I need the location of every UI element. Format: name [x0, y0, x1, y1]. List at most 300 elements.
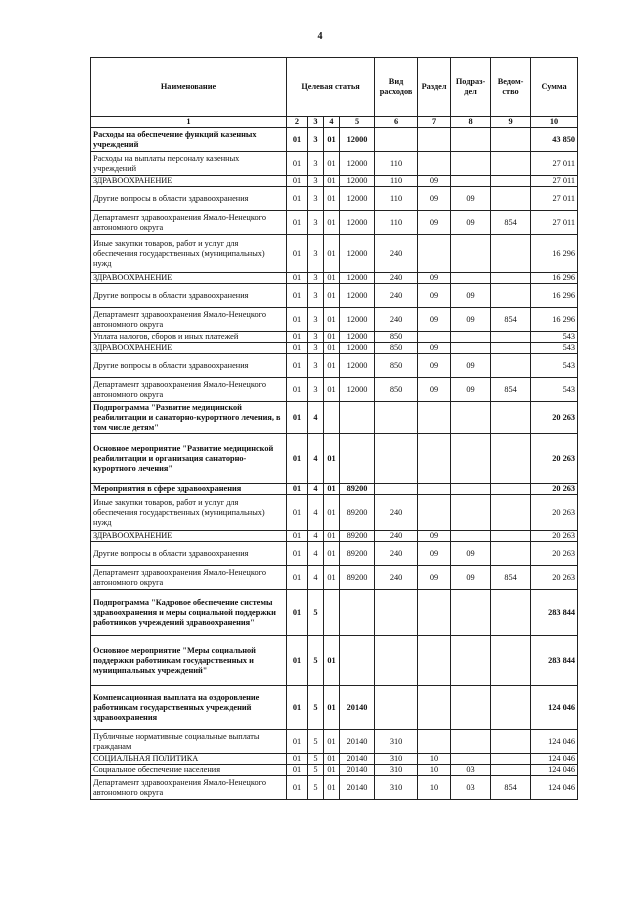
cell-direction: 20140 [340, 765, 375, 776]
cell-direction [340, 402, 375, 434]
table-row [91, 754, 578, 765]
cell-program: 01 [287, 284, 308, 308]
cell-program: 01 [287, 187, 308, 211]
cell-section: 09 [418, 273, 451, 284]
cell-subsection [451, 484, 491, 495]
cell-subsection: 09 [451, 284, 491, 308]
cell-subprogram: 4 [308, 566, 324, 590]
table-body [91, 128, 578, 800]
table-row [91, 354, 578, 378]
table-row [91, 402, 578, 434]
cell-program: 01 [287, 730, 308, 754]
table-row [91, 765, 578, 776]
cell-subsection [451, 402, 491, 434]
cell-subprogram: 3 [308, 235, 324, 273]
cell-department [491, 332, 531, 343]
cell-event: 01 [324, 566, 340, 590]
col-index: 5 [340, 117, 375, 128]
table-row [91, 187, 578, 211]
cell-direction [340, 434, 375, 484]
cell-name: Департамент здравоохранения Ямало-Ненецкого автономного округа [91, 308, 287, 332]
cell-subprogram: 4 [308, 495, 324, 531]
cell-department [491, 434, 531, 484]
cell-sum: 20 263 [531, 542, 578, 566]
cell-subsection [451, 235, 491, 273]
cell-subsection [451, 343, 491, 354]
cell-event: 01 [324, 284, 340, 308]
cell-direction: 12000 [340, 152, 375, 176]
cell-department [491, 187, 531, 211]
cell-subprogram: 5 [308, 754, 324, 765]
cell-direction: 20140 [340, 730, 375, 754]
cell-department [491, 765, 531, 776]
budget-table [90, 57, 578, 800]
header-expense-type: Вид расходов [375, 58, 418, 117]
cell-sum: 283 844 [531, 590, 578, 636]
header-department: Ведом-ство [491, 58, 531, 117]
cell-department [491, 343, 531, 354]
cell-subprogram: 5 [308, 730, 324, 754]
cell-name: ЗДРАВООХРАНЕНИЕ [91, 273, 287, 284]
cell-name: Департамент здравоохранения Ямало-Ненецкого автономного округа [91, 211, 287, 235]
cell-name: Другие вопросы в области здравоохранения [91, 354, 287, 378]
cell-section: 10 [418, 754, 451, 765]
cell-program: 01 [287, 531, 308, 542]
cell-subsection [451, 152, 491, 176]
table-row [91, 332, 578, 343]
cell-expense-type [375, 590, 418, 636]
cell-subsection [451, 176, 491, 187]
cell-section [418, 590, 451, 636]
cell-expense-type: 240 [375, 566, 418, 590]
cell-event: 01 [324, 152, 340, 176]
cell-expense-type: 310 [375, 730, 418, 754]
cell-program: 01 [287, 484, 308, 495]
cell-section [418, 434, 451, 484]
cell-section: 10 [418, 765, 451, 776]
cell-program: 01 [287, 332, 308, 343]
cell-section [418, 484, 451, 495]
cell-department [491, 273, 531, 284]
cell-sum: 543 [531, 343, 578, 354]
cell-subprogram: 5 [308, 686, 324, 730]
cell-event [324, 590, 340, 636]
cell-event: 01 [324, 343, 340, 354]
cell-subsection [451, 754, 491, 765]
cell-sum: 20 263 [531, 402, 578, 434]
cell-sum: 124 046 [531, 765, 578, 776]
cell-sum: 124 046 [531, 776, 578, 800]
cell-program: 01 [287, 128, 308, 152]
col-index: 10 [531, 117, 578, 128]
cell-sum: 16 296 [531, 273, 578, 284]
cell-expense-type [375, 686, 418, 730]
cell-department [491, 730, 531, 754]
col-index: 4 [324, 117, 340, 128]
table-row [91, 434, 578, 484]
cell-event: 01 [324, 765, 340, 776]
cell-department: 854 [491, 378, 531, 402]
cell-direction: 12000 [340, 332, 375, 343]
cell-direction: 89200 [340, 484, 375, 495]
cell-sum: 20 263 [531, 566, 578, 590]
cell-subprogram: 4 [308, 542, 324, 566]
cell-section: 09 [418, 542, 451, 566]
cell-subprogram: 3 [308, 187, 324, 211]
cell-department: 854 [491, 308, 531, 332]
cell-section: 09 [418, 378, 451, 402]
cell-name: СОЦИАЛЬНАЯ ПОЛИТИКА [91, 754, 287, 765]
cell-event: 01 [324, 754, 340, 765]
cell-subprogram: 3 [308, 378, 324, 402]
col-index: 8 [451, 117, 491, 128]
cell-event: 01 [324, 211, 340, 235]
table-row [91, 484, 578, 495]
cell-department [491, 128, 531, 152]
cell-expense-type [375, 402, 418, 434]
cell-program: 01 [287, 686, 308, 730]
cell-subprogram: 3 [308, 332, 324, 343]
cell-name: Основное мероприятие "Меры социальной поддержки работникам государственных и муниципальных учреждений" [91, 636, 287, 686]
cell-subprogram: 4 [308, 434, 324, 484]
cell-department: 854 [491, 211, 531, 235]
cell-direction: 12000 [340, 211, 375, 235]
cell-expense-type: 240 [375, 495, 418, 531]
cell-direction: 12000 [340, 128, 375, 152]
col-index: 2 [287, 117, 308, 128]
cell-direction: 12000 [340, 235, 375, 273]
cell-section [418, 152, 451, 176]
table-row [91, 176, 578, 187]
cell-direction: 20140 [340, 754, 375, 765]
table-row [91, 128, 578, 152]
cell-department [491, 354, 531, 378]
cell-section: 09 [418, 531, 451, 542]
table-row [91, 636, 578, 686]
cell-sum: 543 [531, 354, 578, 378]
cell-name: Подпрограмма "Кадровое обеспечение системы здравоохранения и меры социальной поддержки работников учреждений здравоохранения" [91, 590, 287, 636]
table-row [91, 730, 578, 754]
cell-program: 01 [287, 542, 308, 566]
cell-subsection [451, 332, 491, 343]
cell-direction: 12000 [340, 378, 375, 402]
cell-name: Другие вопросы в области здравоохранения [91, 187, 287, 211]
cell-direction: 12000 [340, 284, 375, 308]
cell-event: 01 [324, 636, 340, 686]
cell-program: 01 [287, 308, 308, 332]
cell-expense-type [375, 434, 418, 484]
cell-expense-type [375, 128, 418, 152]
cell-program: 01 [287, 235, 308, 273]
cell-sum: 20 263 [531, 531, 578, 542]
cell-event: 01 [324, 176, 340, 187]
cell-department [491, 176, 531, 187]
cell-event: 01 [324, 332, 340, 343]
cell-name: Другие вопросы в области здравоохранения [91, 542, 287, 566]
cell-event: 01 [324, 776, 340, 800]
cell-event: 01 [324, 354, 340, 378]
cell-subsection: 09 [451, 566, 491, 590]
cell-name: Департамент здравоохранения Ямало-Ненецкого автономного округа [91, 566, 287, 590]
cell-section: 09 [418, 354, 451, 378]
cell-expense-type: 310 [375, 776, 418, 800]
table-row [91, 566, 578, 590]
cell-subprogram: 3 [308, 273, 324, 284]
header-target: Целевая статья [287, 58, 375, 117]
cell-section [418, 235, 451, 273]
cell-event: 01 [324, 686, 340, 730]
table-row [91, 273, 578, 284]
cell-direction [340, 590, 375, 636]
cell-name: Подпрограмма "Развитие медицинской реабилитации и санаторно-курортного лечения, в том числе детям" [91, 402, 287, 434]
cell-name: Компенсационная выплата на оздоровление работникам государственных учреждений здравоохранения [91, 686, 287, 730]
cell-section: 09 [418, 284, 451, 308]
cell-program: 01 [287, 176, 308, 187]
cell-subsection [451, 636, 491, 686]
header-sum: Сумма [531, 58, 578, 117]
cell-sum: 27 011 [531, 152, 578, 176]
cell-program: 01 [287, 765, 308, 776]
cell-expense-type: 850 [375, 378, 418, 402]
cell-sum: 27 011 [531, 211, 578, 235]
cell-program: 01 [287, 354, 308, 378]
cell-name: ЗДРАВООХРАНЕНИЕ [91, 531, 287, 542]
cell-event: 01 [324, 378, 340, 402]
col-index: 6 [375, 117, 418, 128]
cell-direction: 12000 [340, 354, 375, 378]
cell-event: 01 [324, 484, 340, 495]
cell-event: 01 [324, 235, 340, 273]
cell-event: 01 [324, 531, 340, 542]
cell-subsection [451, 730, 491, 754]
cell-direction: 89200 [340, 566, 375, 590]
cell-subprogram: 4 [308, 484, 324, 495]
cell-direction: 20140 [340, 686, 375, 730]
cell-expense-type: 850 [375, 332, 418, 343]
cell-event: 01 [324, 273, 340, 284]
cell-event: 01 [324, 128, 340, 152]
cell-subprogram: 5 [308, 636, 324, 686]
cell-expense-type [375, 636, 418, 686]
cell-department [491, 531, 531, 542]
cell-subsection: 03 [451, 765, 491, 776]
cell-name: Департамент здравоохранения Ямало-Ненецкого автономного округа [91, 776, 287, 800]
cell-subprogram: 3 [308, 343, 324, 354]
cell-program: 01 [287, 590, 308, 636]
cell-direction: 89200 [340, 531, 375, 542]
cell-expense-type: 310 [375, 765, 418, 776]
cell-subprogram: 5 [308, 776, 324, 800]
cell-name: Публичные нормативные социальные выплаты гражданам [91, 730, 287, 754]
cell-subprogram: 3 [308, 308, 324, 332]
cell-subsection: 09 [451, 378, 491, 402]
cell-subsection: 09 [451, 308, 491, 332]
column-index-row [91, 117, 578, 128]
cell-sum: 20 263 [531, 484, 578, 495]
cell-event: 01 [324, 434, 340, 484]
cell-subsection: 09 [451, 211, 491, 235]
cell-sum: 27 011 [531, 187, 578, 211]
col-index: 9 [491, 117, 531, 128]
cell-name: Департамент здравоохранения Ямало-Ненецкого автономного округа [91, 378, 287, 402]
cell-subsection [451, 128, 491, 152]
cell-section [418, 686, 451, 730]
cell-program: 01 [287, 434, 308, 484]
table-row [91, 776, 578, 800]
cell-name: Расходы на обеспечение функций казенных учреждений [91, 128, 287, 152]
cell-sum: 283 844 [531, 636, 578, 686]
cell-sum: 16 296 [531, 308, 578, 332]
cell-section [418, 128, 451, 152]
cell-program: 01 [287, 495, 308, 531]
header-subsection: Подраз-дел [451, 58, 491, 117]
cell-direction: 12000 [340, 343, 375, 354]
table-row [91, 211, 578, 235]
cell-direction: 89200 [340, 495, 375, 531]
cell-expense-type: 110 [375, 211, 418, 235]
cell-subprogram: 3 [308, 152, 324, 176]
col-index: 1 [91, 117, 287, 128]
cell-subsection [451, 273, 491, 284]
cell-expense-type: 240 [375, 542, 418, 566]
cell-section [418, 332, 451, 343]
table-row [91, 495, 578, 531]
cell-program: 01 [287, 402, 308, 434]
cell-expense-type: 240 [375, 273, 418, 284]
cell-sum: 43 850 [531, 128, 578, 152]
cell-department: 854 [491, 776, 531, 800]
cell-sum: 27 011 [531, 176, 578, 187]
cell-subsection [451, 495, 491, 531]
cell-name: Иные закупки товаров, работ и услуг для обеспечения государственных (муниципальных) нужд [91, 235, 287, 273]
cell-name: Социальное обеспечение населения [91, 765, 287, 776]
cell-expense-type: 240 [375, 531, 418, 542]
cell-subsection [451, 531, 491, 542]
cell-expense-type: 850 [375, 343, 418, 354]
cell-sum: 124 046 [531, 730, 578, 754]
cell-department [491, 686, 531, 730]
cell-subprogram: 3 [308, 128, 324, 152]
cell-section: 09 [418, 211, 451, 235]
cell-subsection [451, 686, 491, 730]
table-row [91, 343, 578, 354]
cell-event: 01 [324, 187, 340, 211]
cell-subprogram: 3 [308, 211, 324, 235]
cell-section: 09 [418, 308, 451, 332]
cell-event [324, 402, 340, 434]
header-row [91, 58, 578, 117]
cell-program: 01 [287, 754, 308, 765]
table-row [91, 378, 578, 402]
cell-direction: 89200 [340, 542, 375, 566]
cell-expense-type: 240 [375, 284, 418, 308]
cell-event: 01 [324, 542, 340, 566]
cell-subsection: 09 [451, 354, 491, 378]
cell-sum: 543 [531, 378, 578, 402]
header-name: Наименование [91, 58, 287, 117]
cell-program: 01 [287, 211, 308, 235]
cell-program: 01 [287, 152, 308, 176]
cell-program: 01 [287, 273, 308, 284]
cell-department [491, 542, 531, 566]
cell-subprogram: 4 [308, 531, 324, 542]
table-row [91, 235, 578, 273]
col-index: 3 [308, 117, 324, 128]
cell-section: 09 [418, 343, 451, 354]
cell-name: Расходы на выплаты персоналу казенных учреждений [91, 152, 287, 176]
table-row [91, 284, 578, 308]
cell-sum: 543 [531, 332, 578, 343]
cell-program: 01 [287, 566, 308, 590]
cell-section: 09 [418, 566, 451, 590]
cell-department [491, 636, 531, 686]
cell-subprogram: 3 [308, 354, 324, 378]
cell-name: Иные закупки товаров, работ и услуг для обеспечения государственных (муниципальных) нужд [91, 495, 287, 531]
cell-name: Мероприятия в сфере здравоохранения [91, 484, 287, 495]
cell-sum: 16 296 [531, 284, 578, 308]
table-row [91, 686, 578, 730]
cell-sum: 16 296 [531, 235, 578, 273]
cell-sum: 20 263 [531, 434, 578, 484]
cell-section: 09 [418, 176, 451, 187]
cell-subprogram: 5 [308, 765, 324, 776]
cell-event: 01 [324, 495, 340, 531]
cell-section: 10 [418, 776, 451, 800]
cell-name: ЗДРАВООХРАНЕНИЕ [91, 176, 287, 187]
cell-sum: 124 046 [531, 754, 578, 765]
cell-expense-type: 310 [375, 754, 418, 765]
cell-sum: 124 046 [531, 686, 578, 730]
cell-direction: 12000 [340, 176, 375, 187]
cell-direction: 20140 [340, 776, 375, 800]
cell-section [418, 402, 451, 434]
cell-department [491, 484, 531, 495]
cell-expense-type [375, 484, 418, 495]
table-row [91, 542, 578, 566]
col-index: 7 [418, 117, 451, 128]
cell-name: Основное мероприятие "Развитие медицинской реабилитации и организация санаторно-курортного лечения" [91, 434, 287, 484]
cell-direction: 12000 [340, 273, 375, 284]
cell-department [491, 590, 531, 636]
cell-department [491, 495, 531, 531]
cell-expense-type: 110 [375, 176, 418, 187]
cell-department [491, 402, 531, 434]
cell-department [491, 152, 531, 176]
cell-department [491, 284, 531, 308]
cell-name: ЗДРАВООХРАНЕНИЕ [91, 343, 287, 354]
cell-expense-type: 110 [375, 187, 418, 211]
cell-direction: 12000 [340, 187, 375, 211]
page-number: 4 [317, 31, 323, 42]
cell-program: 01 [287, 343, 308, 354]
cell-section [418, 636, 451, 686]
cell-sum: 20 263 [531, 495, 578, 531]
cell-name: Уплата налогов, сборов и иных платежей [91, 332, 287, 343]
cell-subsection [451, 434, 491, 484]
cell-subsection [451, 590, 491, 636]
cell-department [491, 754, 531, 765]
cell-department [491, 235, 531, 273]
cell-event: 01 [324, 730, 340, 754]
cell-section: 09 [418, 187, 451, 211]
cell-program: 01 [287, 378, 308, 402]
table-row [91, 531, 578, 542]
cell-subsection: 09 [451, 542, 491, 566]
cell-department: 854 [491, 566, 531, 590]
cell-expense-type: 240 [375, 235, 418, 273]
cell-expense-type: 850 [375, 354, 418, 378]
cell-expense-type: 110 [375, 152, 418, 176]
